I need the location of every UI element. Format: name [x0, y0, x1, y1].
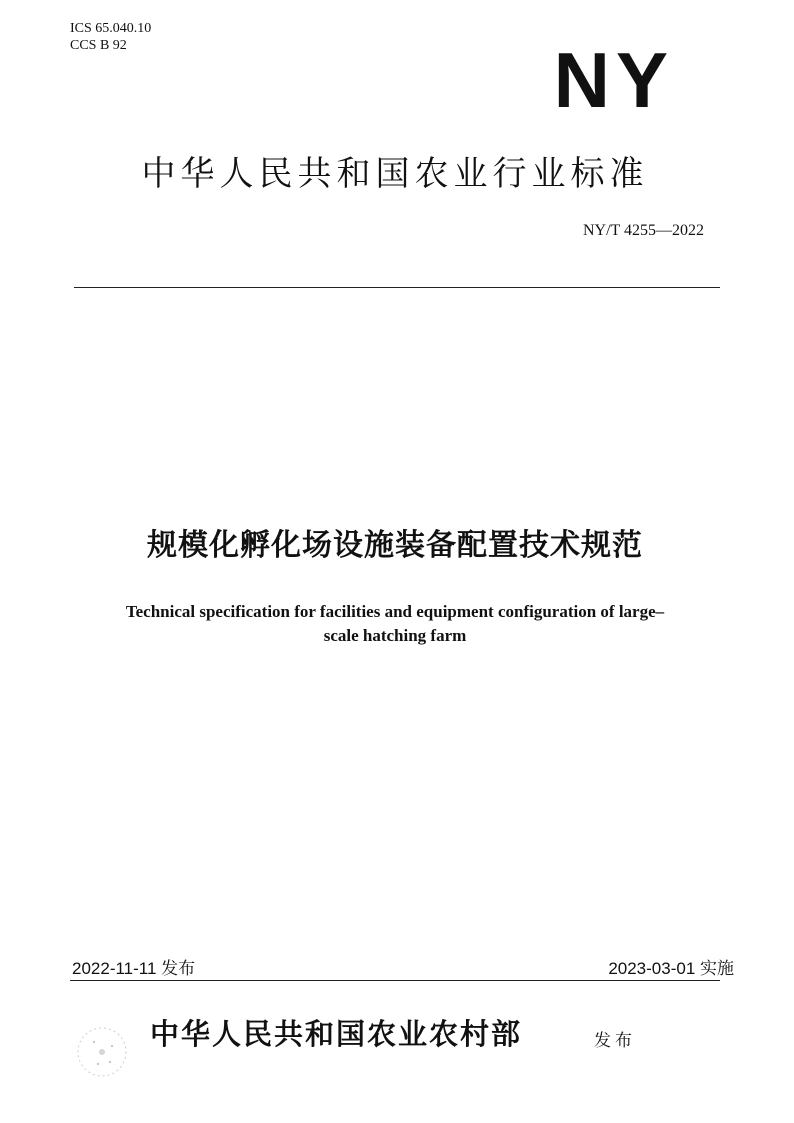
issuing-authority: 中华人民共和国农业农村部	[150, 1017, 523, 1051]
header-divider	[74, 287, 720, 288]
classification-codes	[70, 20, 151, 54]
seal-mark-icon	[72, 1022, 132, 1082]
english-title-line-1: Technical specification for facilities and equipment configuration of large–	[125, 602, 665, 621]
document-title-english	[85, 600, 705, 648]
standard-number: NY/T 4255—2022	[582, 222, 704, 239]
issuer-suffix: 发布	[594, 1031, 636, 1051]
standard-category-title: 中华人民共和国农业行业标准	[141, 154, 649, 194]
english-title-line-2: scale hatching farm	[323, 626, 467, 645]
footer-divider	[70, 980, 720, 981]
ics-code: ICS 65.040.10	[70, 21, 152, 36]
effective-date: 2023-03-01 实施	[608, 959, 734, 978]
document-title-chinese: 规模化孵化场设施装备配置技术规范	[147, 528, 643, 563]
ny-logo: NY	[553, 36, 674, 124]
publish-date: 2022-11-11 发布	[72, 959, 196, 978]
ccs-code: CCS B 92	[70, 38, 127, 53]
